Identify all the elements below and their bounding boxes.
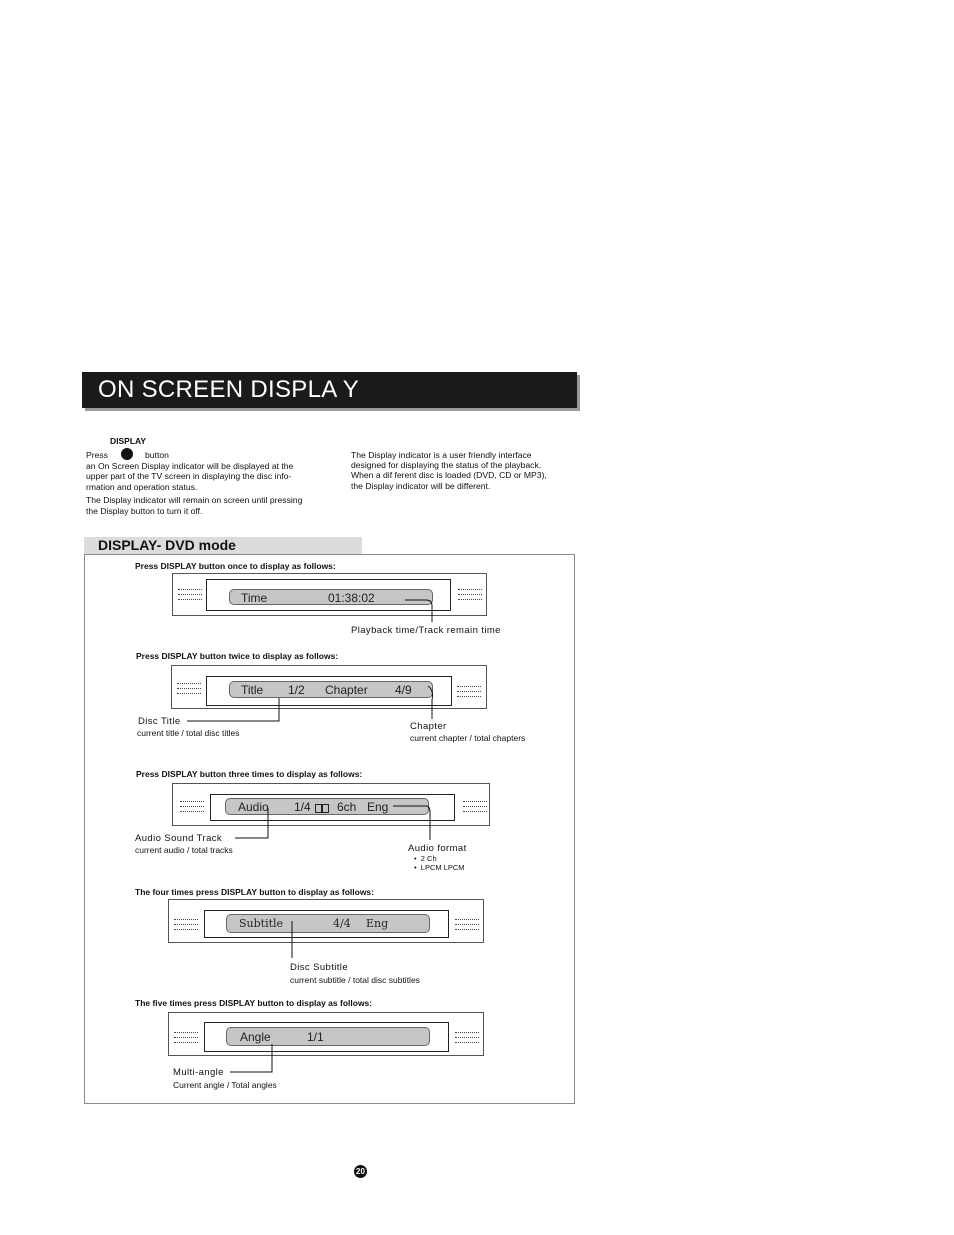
callout-audio-track: Audio Sound Track [135,833,223,844]
instruction-text: The four times press DISPLAY button to display as follows: [135,887,374,897]
intro-left-line: The Display indicator will remain on screen until pressing [86,495,303,505]
intro-left-line: an On Screen Display indicator will be displayed at the [86,461,294,471]
intro-right-line: the Display indicator will be different. [351,481,491,491]
osd-audio-channels: 6ch [337,800,357,814]
callout-chapter-sub: current chapter / total chapters [410,733,526,743]
instruction-text: Press DISPLAY button twice to display as follows: [136,651,339,661]
callout-audio-format: Audio format [408,843,467,854]
osd-subtitle-language: Eng [366,917,389,930]
instruction-text: Press DISPLAY button once to display as follows: [135,561,336,571]
intro-button-word: button [145,450,169,460]
callout-disc-subtitle: Disc Subtitle [290,962,348,973]
leader-audio-format [393,806,430,840]
page-number-badge: 20 [354,1165,367,1178]
osd-chapter-label: Chapter [325,683,368,697]
leader-multi-angle [230,1044,272,1072]
osd-audio-track: 1/4 [294,800,311,814]
osd-audio-label: Audio [238,800,269,814]
osd-angle-label: Angle [240,1030,271,1044]
osd-time-label: Time [241,591,268,605]
osd-title-value: 1/2 [288,683,305,697]
callout-disc-title-sub: current title / total disc titles [137,728,240,738]
callout-disc-subtitle-sub: current subtitle / total disc subtitles [290,975,420,985]
callout-multi-angle: Multi-angle [173,1067,224,1078]
leader-audio-track [235,808,268,838]
intro-right-line: The Display indicator is a user friendly interface [351,450,532,460]
page-title: ON SCREEN DISPLA Y [98,376,360,403]
section-title: DISPLAY- DVD mode [98,537,236,553]
audio-format-2ch: 2 Ch [420,854,437,863]
leader-disc-title [187,698,279,721]
instruction-text: Press DISPLAY button three times to display as follows: [136,769,363,779]
intro-press-word: Press [86,450,108,460]
audio-format-item: • LPCM LPCM [414,863,465,872]
callout-audio-track-sub: current audio / total tracks [135,845,233,855]
callout-multi-angle-sub: Current angle / Total angles [173,1080,277,1090]
audio-format-lpcm: LPCM LPCM [420,863,465,872]
osd-angle-value: 1/1 [307,1030,324,1044]
callout-chapter: Chapter [410,721,447,732]
leader-chapter [428,686,433,719]
osd-audio-language: Eng [367,800,389,814]
intro-left-line: rmation and operation status. [86,482,198,492]
intro-left-line: upper part of the TV screen in displaying the disc info- [86,471,292,481]
instruction-text: The five times press DISPLAY button to display as follows: [135,998,373,1008]
osd-chapter-value: 4/9 [395,683,412,697]
intro-right-line: When a dif ferent disc is loaded (DVD, CD or MP3), [351,470,547,480]
callout-playback-time: Playback time/Track remain time [351,625,501,636]
osd-subtitle-label: Subtitle [239,917,284,930]
display-button-name: DISPLAY [110,436,147,446]
osd-title-label: Title [241,683,264,697]
callout-disc-title: Disc Title [138,716,181,727]
intro-left-line: the Display button to turn it off. [86,506,203,516]
osd-subtitle-track: 4/4 [333,917,351,930]
audio-format-item: • 2 Ch [414,854,437,863]
intro-right-line: designed for displaying the status of the playback. [351,460,542,470]
osd-time-value: 01:38:02 [328,591,375,605]
leader-playback-time [405,600,432,622]
